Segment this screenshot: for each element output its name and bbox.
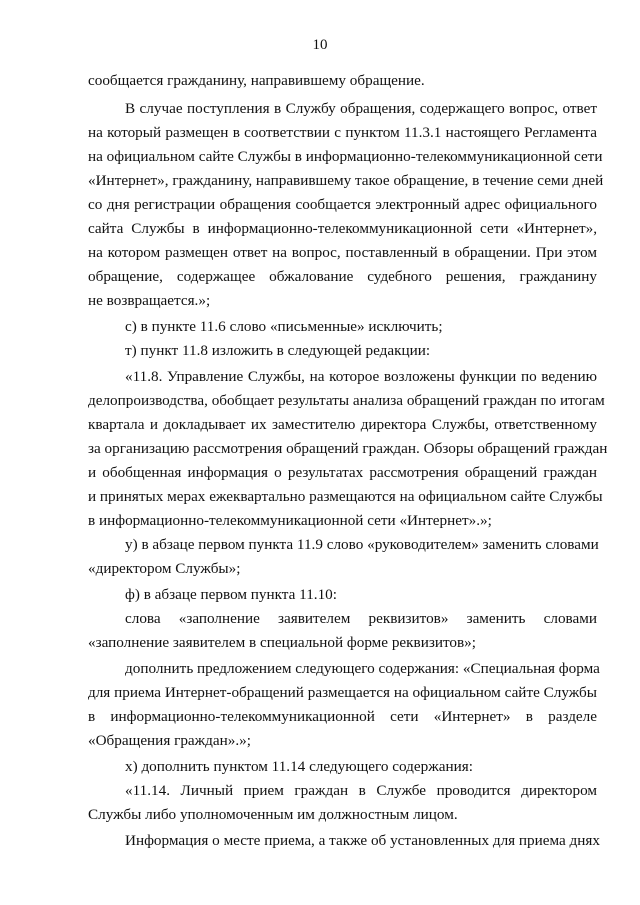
text-line: сайта Службы в информационно-телекоммуникационной сети «Интернет», — [88, 220, 597, 237]
text-line: слова «заполнение заявителем реквизитов» заменить словами — [125, 610, 597, 627]
text-line: делопроизводства, обобщает результаты анализа обращений граждан по итогам — [88, 392, 605, 409]
text-line: обращение, содержащее обжалование судебного решения, гражданину — [88, 268, 597, 285]
text-line: «заполнение заявителем в специальной форме реквизитов»; — [88, 634, 476, 651]
text-line: в информационно-телекоммуникационной сети «Интернет».»; — [88, 512, 492, 529]
text-line: сообщается гражданину, направившему обращение. — [88, 72, 425, 89]
text-line: ф) в абзаце первом пункта 11.10: — [125, 586, 337, 603]
text-line: Службы либо уполномоченным им должностным лицом. — [88, 806, 458, 823]
text-line: дополнить предложением следующего содержания: «Специальная форма — [125, 660, 600, 677]
text-line: «директором Службы»; — [88, 560, 241, 577]
text-line: на который размещен в соответствии с пунктом 11.3.1 настоящего Регламента — [88, 124, 597, 141]
text-line: В случае поступления в Службу обращения, содержащего вопрос, ответ — [125, 100, 597, 117]
text-line: за организацию рассмотрения обращений граждан. Обзоры обращений граждан — [88, 440, 608, 457]
text-line: «11.8. Управление Службы, на которое возложены функции по ведению — [125, 368, 597, 385]
text-line: и обобщенная информация о результатах рассмотрения обращений граждан — [88, 464, 597, 481]
text-line: х) дополнить пунктом 11.14 следующего содержания: — [125, 758, 473, 775]
text-line: для приема Интернет-обращений размещается на официальном сайте Службы — [88, 684, 597, 701]
text-line: Информация о месте приема, а также об установленных для приема днях — [125, 832, 600, 849]
text-line: у) в абзаце первом пункта 11.9 слово «руководителем» заменить словами — [125, 536, 599, 553]
text-line: в информационно-телекоммуникационной сети «Интернет» в разделе — [88, 708, 597, 725]
text-line: со дня регистрации обращения сообщается электронный адрес официального — [88, 196, 597, 213]
text-line: квартала и докладывает их заместителю директора Службы, ответственному — [88, 416, 597, 433]
text-line: т) пункт 11.8 изложить в следующей редакции: — [125, 342, 431, 359]
text-line: на котором размещен ответ на вопрос, поставленный в обращении. При этом — [88, 244, 597, 261]
text-line: на официальном сайте Службы в информационно-телекоммуникационной сети — [88, 148, 603, 165]
text-line: не возвращается.»; — [88, 292, 211, 309]
text-line: «11.14. Личный прием граждан в Службе проводится директором — [125, 782, 597, 799]
text-line: и принятых мерах ежеквартально размещаются на официальном сайте Службы — [88, 488, 603, 505]
text-line: «Обращения граждан».»; — [88, 732, 251, 749]
text-line: «Интернет», гражданину, направившему такое обращение, в течение семи дней — [88, 172, 604, 189]
text-line: с) в пункте 11.6 слово «письменные» исключить; — [125, 318, 443, 335]
page-number: 10 — [312, 37, 328, 53]
